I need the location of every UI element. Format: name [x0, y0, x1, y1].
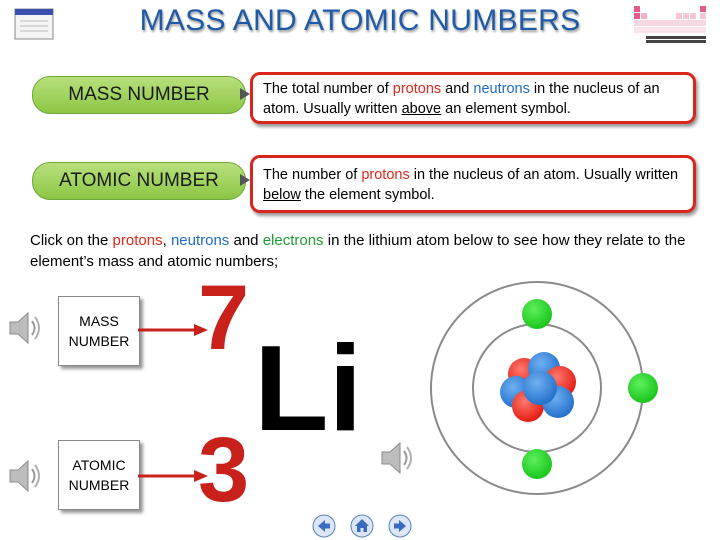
electrons-word: electrons: [262, 232, 324, 249]
definition-text: in the nucleus of an atom. Usually written: [263, 81, 660, 117]
periodic-table-icon: [630, 2, 710, 44]
atomic-number-term: [32, 162, 246, 200]
atomic-number-term-label: ATOMIC NUMBER: [59, 170, 219, 191]
label-line: ATOMIC: [72, 457, 126, 473]
electron[interactable]: [522, 449, 552, 479]
electron[interactable]: [522, 299, 552, 329]
term-arrow: [240, 88, 250, 100]
neutrons-word: neutrons: [473, 81, 530, 97]
instruction-text: and: [229, 232, 263, 249]
definition-text: The total number of: [263, 81, 393, 97]
label-line: NUMBER: [68, 477, 130, 493]
label-line: NUMBER: [68, 333, 130, 349]
protons-word: protons: [361, 167, 410, 183]
definition-text: in the nucleus of an atom. Usually written: [409, 167, 679, 183]
instructions: [30, 230, 700, 272]
lithium-atom: [420, 268, 710, 518]
home-icon[interactable]: [350, 514, 374, 538]
mass-number-definition: [250, 72, 696, 124]
electron[interactable]: [628, 373, 658, 403]
below-word: below: [263, 187, 301, 203]
page-title: MASS AND ATOMIC NUMBERS: [139, 4, 581, 37]
mass-number-term: [32, 76, 246, 114]
definition-text: an element symbol.: [441, 101, 571, 117]
instruction-text: Click on the: [30, 232, 113, 249]
above-word: above: [401, 101, 442, 117]
neutron[interactable]: [523, 371, 557, 405]
atomic-number-value: 3: [198, 419, 250, 521]
atomic-number-label-box: [58, 440, 140, 510]
mass-number-term-label: MASS NUMBER: [68, 84, 210, 105]
protons-word: protons: [392, 81, 442, 97]
mass-number-value: 7: [198, 267, 250, 369]
instruction-text: in the lithium atom below to see how they relate to the element’s mass and atomic numbers;: [30, 232, 686, 270]
definition-text: The number of: [263, 167, 362, 183]
speaker-icon[interactable]: [8, 456, 44, 496]
speaker-icon[interactable]: [380, 438, 416, 478]
term-arrow: [240, 174, 250, 186]
instruction-text: ,: [162, 232, 171, 249]
speaker-icon[interactable]: [8, 308, 44, 348]
definition-text: and: [441, 81, 474, 97]
label-line: MASS: [79, 313, 119, 329]
protons-word: protons: [112, 232, 163, 249]
element-symbol: Li: [254, 320, 363, 456]
definition-text: the element symbol.: [300, 187, 435, 203]
mass-number-label-box: [58, 296, 140, 366]
arrow-left-icon[interactable]: [312, 514, 336, 538]
arrow-right-icon[interactable]: [388, 514, 412, 538]
neutrons-word: neutrons: [170, 232, 230, 249]
atomic-number-definition: [250, 155, 696, 213]
